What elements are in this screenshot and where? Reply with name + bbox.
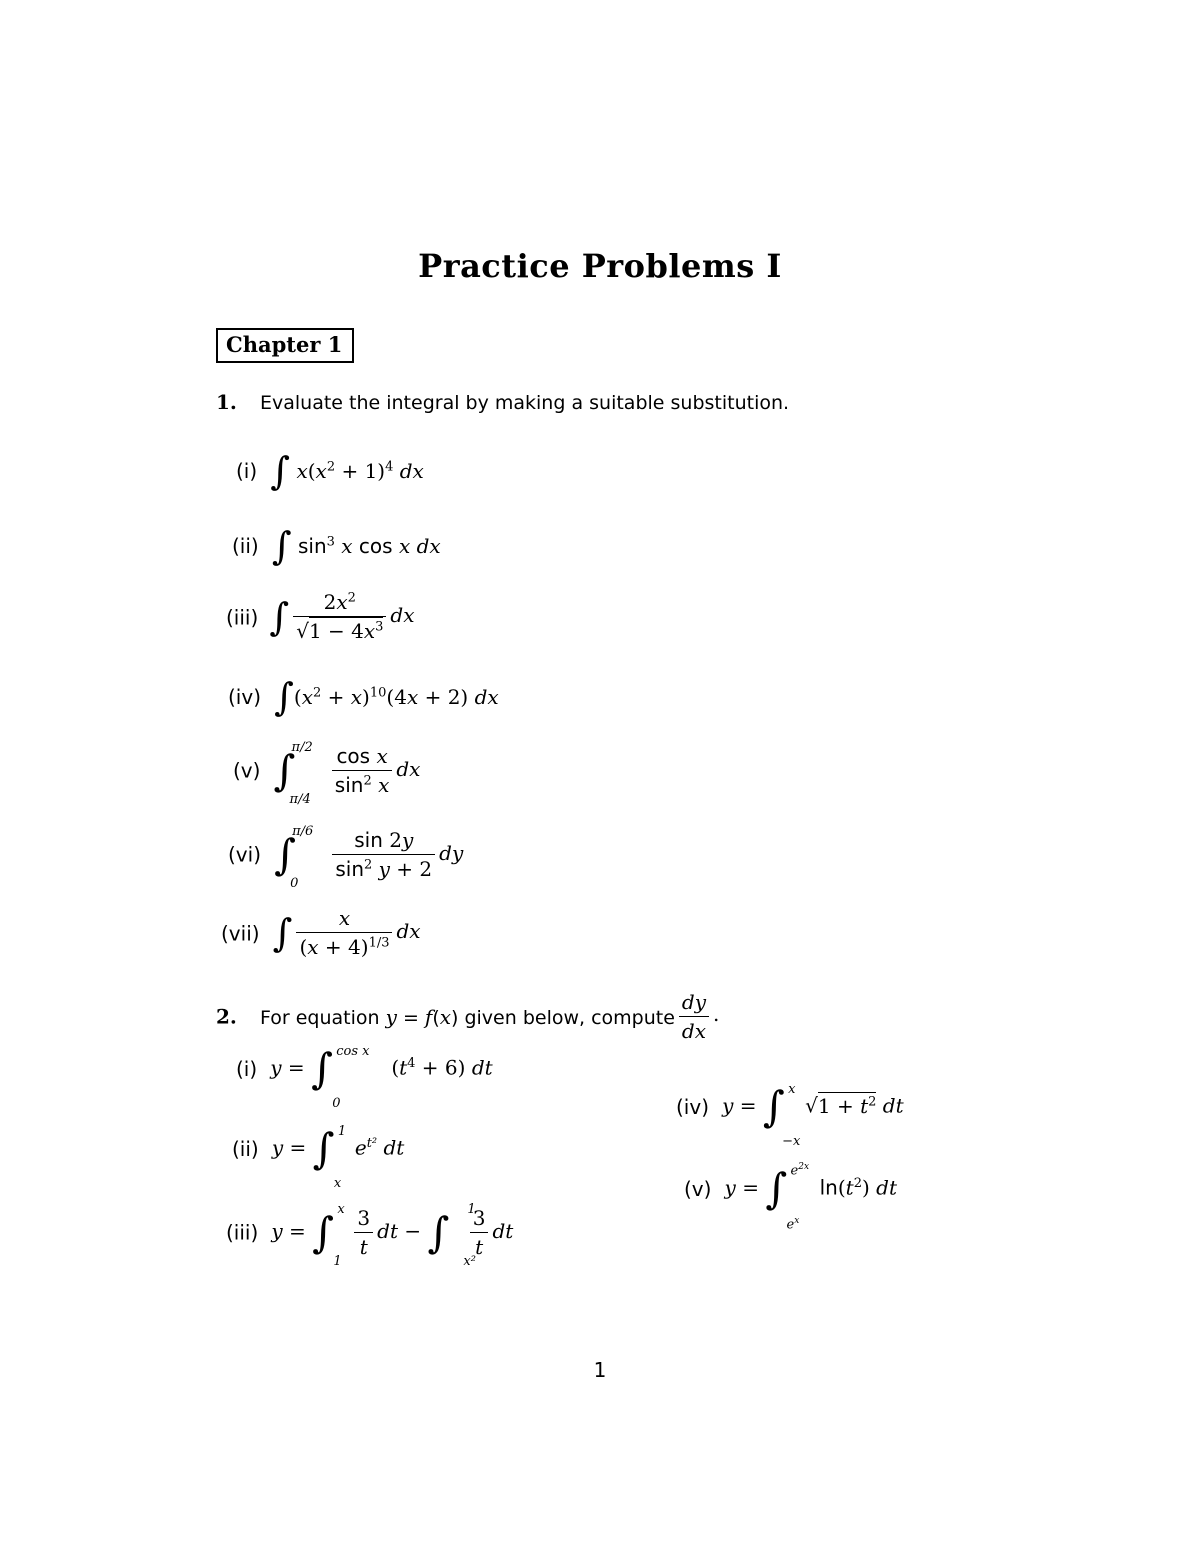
- item-label: (v): [233, 758, 261, 783]
- integral-expression: ∫ π/2 π/4 $\frac{\text{cos x}}{\sin^2 x}$ dx: [273, 740, 421, 807]
- integral-expression: y = ∫ 1 x $e^{t^2}$ dt: [271, 1124, 405, 1191]
- page-number: 1: [593, 1358, 607, 1382]
- item-label: (iv): [676, 1095, 709, 1119]
- integral-expression: ∫ π/6 0 $\frac{\sin 2y}{\sin^2 y + 2}$ dy: [274, 824, 464, 891]
- problem-1-number: 1.: [216, 390, 237, 414]
- problem-1-instruction: Evaluate the integral by making a suitable substitution.: [259, 392, 790, 414]
- problem-2-item-iii: [226, 1202, 514, 1269]
- problem-1-heading: [216, 390, 789, 414]
- problem-1-item-ii: [232, 521, 441, 568]
- problem-1-item-vii: [221, 906, 421, 959]
- integral-expression: ∫ $x(x^2 + 1)^4$ dx: [270, 449, 424, 493]
- problem-2-number: 2.: [216, 1004, 237, 1029]
- problem-1-item-vi: [228, 824, 464, 891]
- integral-expression: y = ∫ x 1 $\frac{3}{t}$ dt − ∫ 1 x² $\frac{3}{t}$ dt: [271, 1202, 514, 1269]
- item-label: (ii): [232, 1137, 259, 1161]
- item-label: (i): [236, 1057, 258, 1081]
- problem-1-item-iii: [226, 590, 415, 643]
- problem-1-item-i: [236, 446, 424, 493]
- problem-1-item-v: [233, 740, 421, 807]
- item-label: (vi): [228, 842, 261, 867]
- problem-2-item-v: [684, 1162, 897, 1233]
- item-label: (vii): [221, 921, 260, 946]
- integral-expression: y = ∫ x −x $√1 + t^2$ dt: [722, 1082, 904, 1149]
- chapter-heading: Chapter 1: [216, 328, 354, 363]
- item-label: (iii): [226, 1220, 259, 1245]
- integral-expression: ∫ $\frac{x}{(x + 4)^{1/3}}$ dx: [272, 906, 421, 959]
- item-label: (iii): [226, 605, 259, 630]
- integral-expression: y = ∫ $e^{2x}$ $e^x$ $\ln(t^2)$ dt: [724, 1162, 897, 1233]
- problem-2-item-iv: [676, 1082, 904, 1149]
- problem-2-item-i: [236, 1044, 493, 1111]
- item-label: (v): [684, 1177, 712, 1201]
- dy-dx-fraction: $\frac{dy}{dx}$: [679, 990, 709, 1043]
- integral-expression: ∫ $\sin^3 x$ cos x dx: [271, 524, 441, 568]
- item-label: (ii): [232, 534, 259, 558]
- problem-2-heading: 2. For equation y = f(x) given below, compute $\frac{dy}{dx}$ .: [216, 990, 720, 1043]
- item-label: (iv): [228, 685, 261, 709]
- page-title: Practice Problems I: [418, 247, 782, 285]
- integral-expression: $\int(x^2 + x)^{10}(4x + 2)$ dx: [274, 675, 499, 719]
- integral-expression: ∫ $\frac{2x^2}{√1 - 4x^3}$ dx: [269, 590, 415, 643]
- problem-2-item-ii: [232, 1124, 405, 1191]
- problem-2-instruction-text: For equation y = f(x) given below, compute: [259, 1004, 675, 1029]
- integral-expression: y = ∫ cos x 0 $(t^4 + 6)$ dt: [270, 1044, 493, 1111]
- item-label: (i): [236, 459, 258, 483]
- problem-1-item-iv: [228, 672, 499, 719]
